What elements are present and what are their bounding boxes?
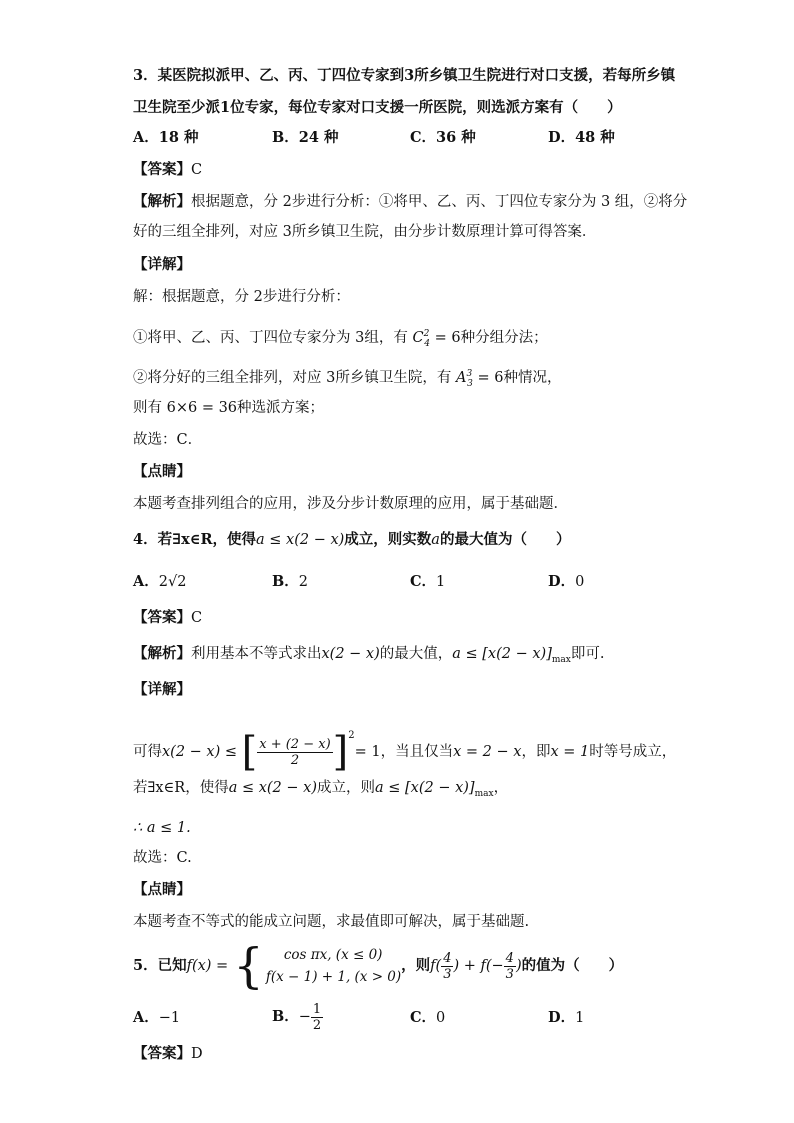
q5-option-a: A．−1 xyxy=(133,1009,181,1026)
q5-stem: 5．已知f(x) = { cos πx, (x ≤ 0) f(x − 1) + 1, (x > 0) ，则f( $\frac{4}{3}$ ) + f(− $\frac{4}{3}$ )的值为（ ） xyxy=(133,938,624,994)
q4-comment-heading: 【点睛】 xyxy=(133,881,191,898)
q3-analysis-line1: 【解析】根据题意，分 2步进行分析：①将甲、乙、丙、丁四位专家分为 3 组，②将分 xyxy=(133,193,688,210)
q3-option-d: D．48 种 xyxy=(548,129,615,146)
q4-detail-line2: 若∃x∈R，使得a ≤ x(2 − x)成立，则$a \le [x(2 - x)]_{max}$， xyxy=(133,780,509,799)
q5-piecewise: { cos πx, (x ≤ 0) f(x − 1) + 1, (x > 0) xyxy=(233,938,402,994)
q4-stem: 4．若∃x∈R，使得a ≤ x(2 − x)成立，则实数a的最大值为（ ） xyxy=(133,531,571,548)
q3-option-a: A．18 种 xyxy=(133,129,199,146)
q5-answer: 【答案】D xyxy=(133,1045,203,1062)
q3-detail-heading: 【详解】 xyxy=(133,256,191,273)
q3-detail-line4: 则有 6×6 = 36种选派方案； xyxy=(133,400,325,416)
q3-stem-line2: 卫生院至少派1位专家，每位专家对口支援一所医院，则选派方案有（ ） xyxy=(133,99,622,116)
q3-detail-line5: 故选：C． xyxy=(133,432,203,448)
q5-option-c: C．0 xyxy=(410,1009,446,1026)
q3-detail-line1: 解：根据题意，分 2步进行分析： xyxy=(133,289,350,305)
q5-option-d: D．1 xyxy=(548,1009,585,1026)
q4-option-a: A．2√2 xyxy=(133,573,187,590)
q4-option-c: C．1 xyxy=(410,573,446,590)
q4-comment: 本题考查不等式的能成立问题，求最值即可解决，属于基础题. xyxy=(133,914,530,930)
q3-analysis-line2: 好的三组全排列，对应 3所乡镇卫生院，由分步计数原理计算可得答案． xyxy=(133,224,597,240)
q3-detail-line3: ②将分好的三组全排列，对应 3所乡镇卫生院，有 $A^3_3 = 6$种情况， xyxy=(133,369,562,389)
q3-stem-line1: 3．某医院拟派甲、乙、丙、丁四位专家到3所乡镇卫生院进行对口支援，若每所乡镇 xyxy=(133,67,676,84)
q3-option-c: C．36 种 xyxy=(410,129,476,146)
q4-detail-line4: 故选：C. xyxy=(133,850,192,866)
q4-answer: 【答案】C xyxy=(133,609,203,626)
q5-option-b: B．− $\frac{1}{2}$ xyxy=(272,1001,322,1033)
q3-option-b: B．24 种 xyxy=(272,129,339,146)
q4-detail-heading: 【详解】 xyxy=(133,681,191,698)
q3-answer: 【答案】C xyxy=(133,161,203,178)
q4-detail-line1: 可得x(2 − x) ≤ [ $\frac{x + (2 - x)}{2}$ ]$^2$= 1，当且仅当x = 2 − x，即x = 1时等号成立， xyxy=(133,729,677,775)
q3-comment-heading: 【点睛】 xyxy=(133,463,191,480)
q3-detail-line2: ①将甲、乙、丙、丁四位专家分为 3组，有 $C^2_4 = 6$种分组分法； xyxy=(133,329,548,349)
q4-detail-line3: ∴ a ≤ 1. xyxy=(133,820,191,836)
q4-option-d: D．0 xyxy=(548,573,585,590)
q4-option-b: B．2 xyxy=(272,573,308,590)
q4-analysis: 【解析】利用基本不等式求出x(2 − x)的最大值，$a \le [x(2 - x)]_{max}$即可. xyxy=(133,645,605,665)
q3-comment: 本题考查排列组合的应用，涉及分步计数原理的应用，属于基础题． xyxy=(133,496,568,512)
